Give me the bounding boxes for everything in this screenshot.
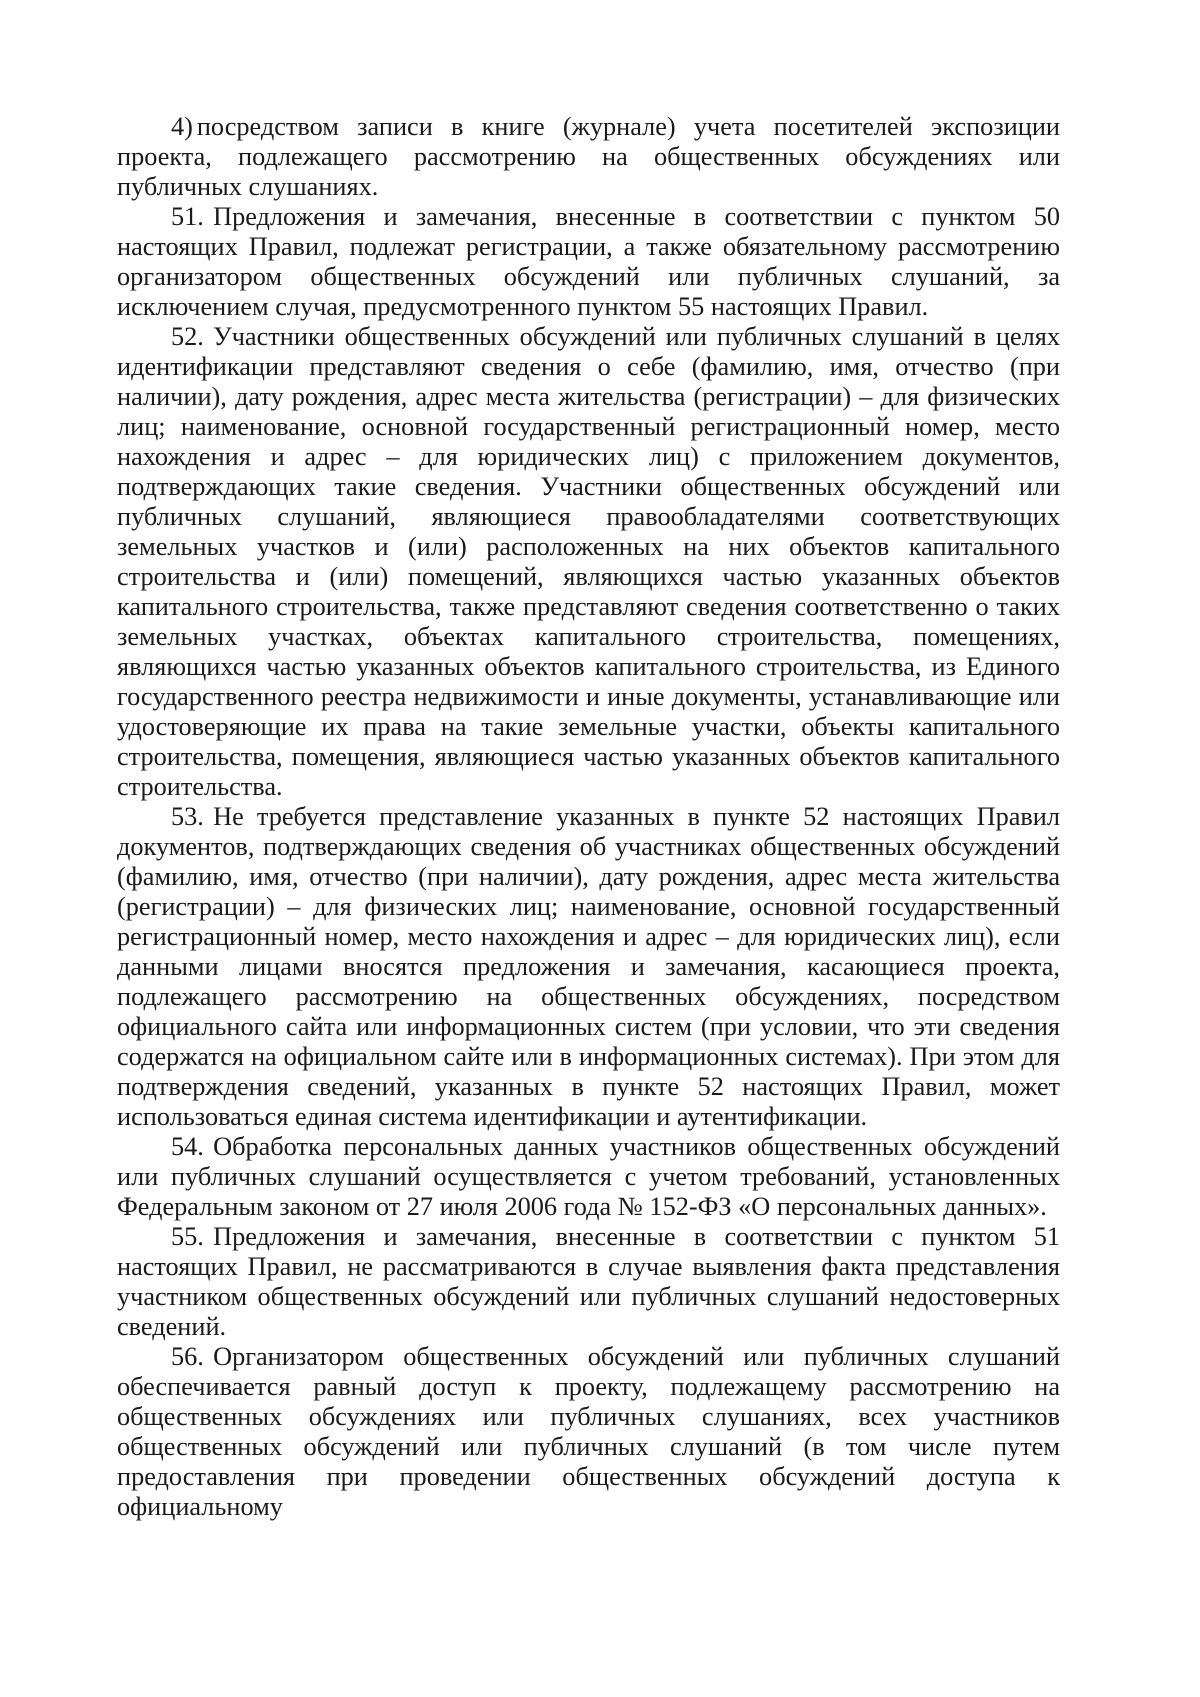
paragraph-52 <box>117 322 1060 802</box>
paragraph-51 <box>117 202 1060 322</box>
paragraph-text: Организатором общественных обсуждений или публичных слушаний обеспечивается равный доступ к проекту, подлежащему рассмотрению на общественных обсуждениях или публичных слушаниях, всех участников общественных обсуждений или публичных слушаний (в том числе путем предоставления при проведении общественных обсуждений доступа к официальному <box>117 1342 1060 1521</box>
paragraph-text: Обработка персональных данных участников общественных обсуждений или публичных слушаний осуществляется с учетом требований, установленных Федеральным законом от 27 июля 2006 года № 152-ФЗ «О персональных данных». <box>117 1132 1060 1221</box>
paragraph-56 <box>117 1342 1060 1522</box>
paragraph-number: 54. <box>171 1132 204 1161</box>
paragraph-number: 51. <box>171 202 204 231</box>
paragraph-text: Не требуется представление указанных в пункте 52 настоящих Правил документов, подтверждающих сведения об участниках общественных обсуждений (фамилию, имя, отчество (при наличии), дату рождения, адрес места жительства (регистрации) – для физических лиц; наименование, основной государственный регистрационный номер, место нахождения и адрес – для юридических лиц), если данными лицами вносятся предложения и замечания, касающиеся проекта, подлежащего рассмотрению на общественных обсуждениях, посредством официального сайта или информационных систем (при условии, что эти сведения содержатся на официальном сайте или в информационных системах). При этом для подтверждения сведений, указанных в пункте 52 настоящих Правил, может использоваться единая система идентификации и аутентификации. <box>117 802 1060 1131</box>
paragraph-number: 53. <box>171 802 204 831</box>
paragraph-54 <box>117 1132 1060 1222</box>
paragraph-text: посредством записи в книге (журнале) учета посетителей экспозиции проекта, подлежащего рассмотрению на общественных обсуждениях или публичных слушаниях. <box>117 112 1060 201</box>
paragraph-53 <box>117 802 1060 1132</box>
paragraph-text: Предложения и замечания, внесенные в соответствии с пунктом 50 настоящих Правил, подлежат регистрации, а также обязательному рассмотрению организатором общественных обсуждений или публичных слушаний, за исключением случая, предусмотренного пунктом 55 настоящих Правил. <box>117 202 1060 321</box>
paragraph-text: Участники общественных обсуждений или публичных слушаний в целях идентификации представляют сведения о себе (фамилию, имя, отчество (при наличии), дату рождения, адрес места жительства (регистрации) – для физических лиц; наименование, основной государственный регистрационный номер, место нахождения и адрес – для юридических лиц) с приложением документов, подтверждающих такие сведения. Участники общественных обсуждений или публичных слушаний, являющиеся правообладателями соответствующих земельных участков и (или) расположенных на них объектов капитального строительства и (или) помещений, являющихся частью указанных объектов капитального строительства, также представляют сведения соответственно о таких земельных участках, объектах капитального строительства, помещениях, являющихся частью указанных объектов капитального строительства, из Единого государственного реестра недвижимости и иные документы, устанавливающие или удостоверяющие их права на такие земельные участки, объекты капитального строительства, помещения, являющиеся частью указанных объектов капитального строительства. <box>117 322 1060 801</box>
paragraph-number: 52. <box>171 322 204 351</box>
paragraph-55 <box>117 1222 1060 1342</box>
paragraph-item-4 <box>117 112 1060 202</box>
paragraph-number: 56. <box>171 1342 204 1371</box>
paragraph-text: Предложения и замечания, внесенные в соответствии с пунктом 51 настоящих Правил, не рассматриваются в случае выявления факта представления участником общественных обсуждений или публичных слушаний недостоверных сведений. <box>117 1222 1060 1341</box>
paragraph-number: 55. <box>171 1222 204 1251</box>
paragraph-number: 4) <box>171 112 193 141</box>
document-page <box>117 112 1060 1522</box>
